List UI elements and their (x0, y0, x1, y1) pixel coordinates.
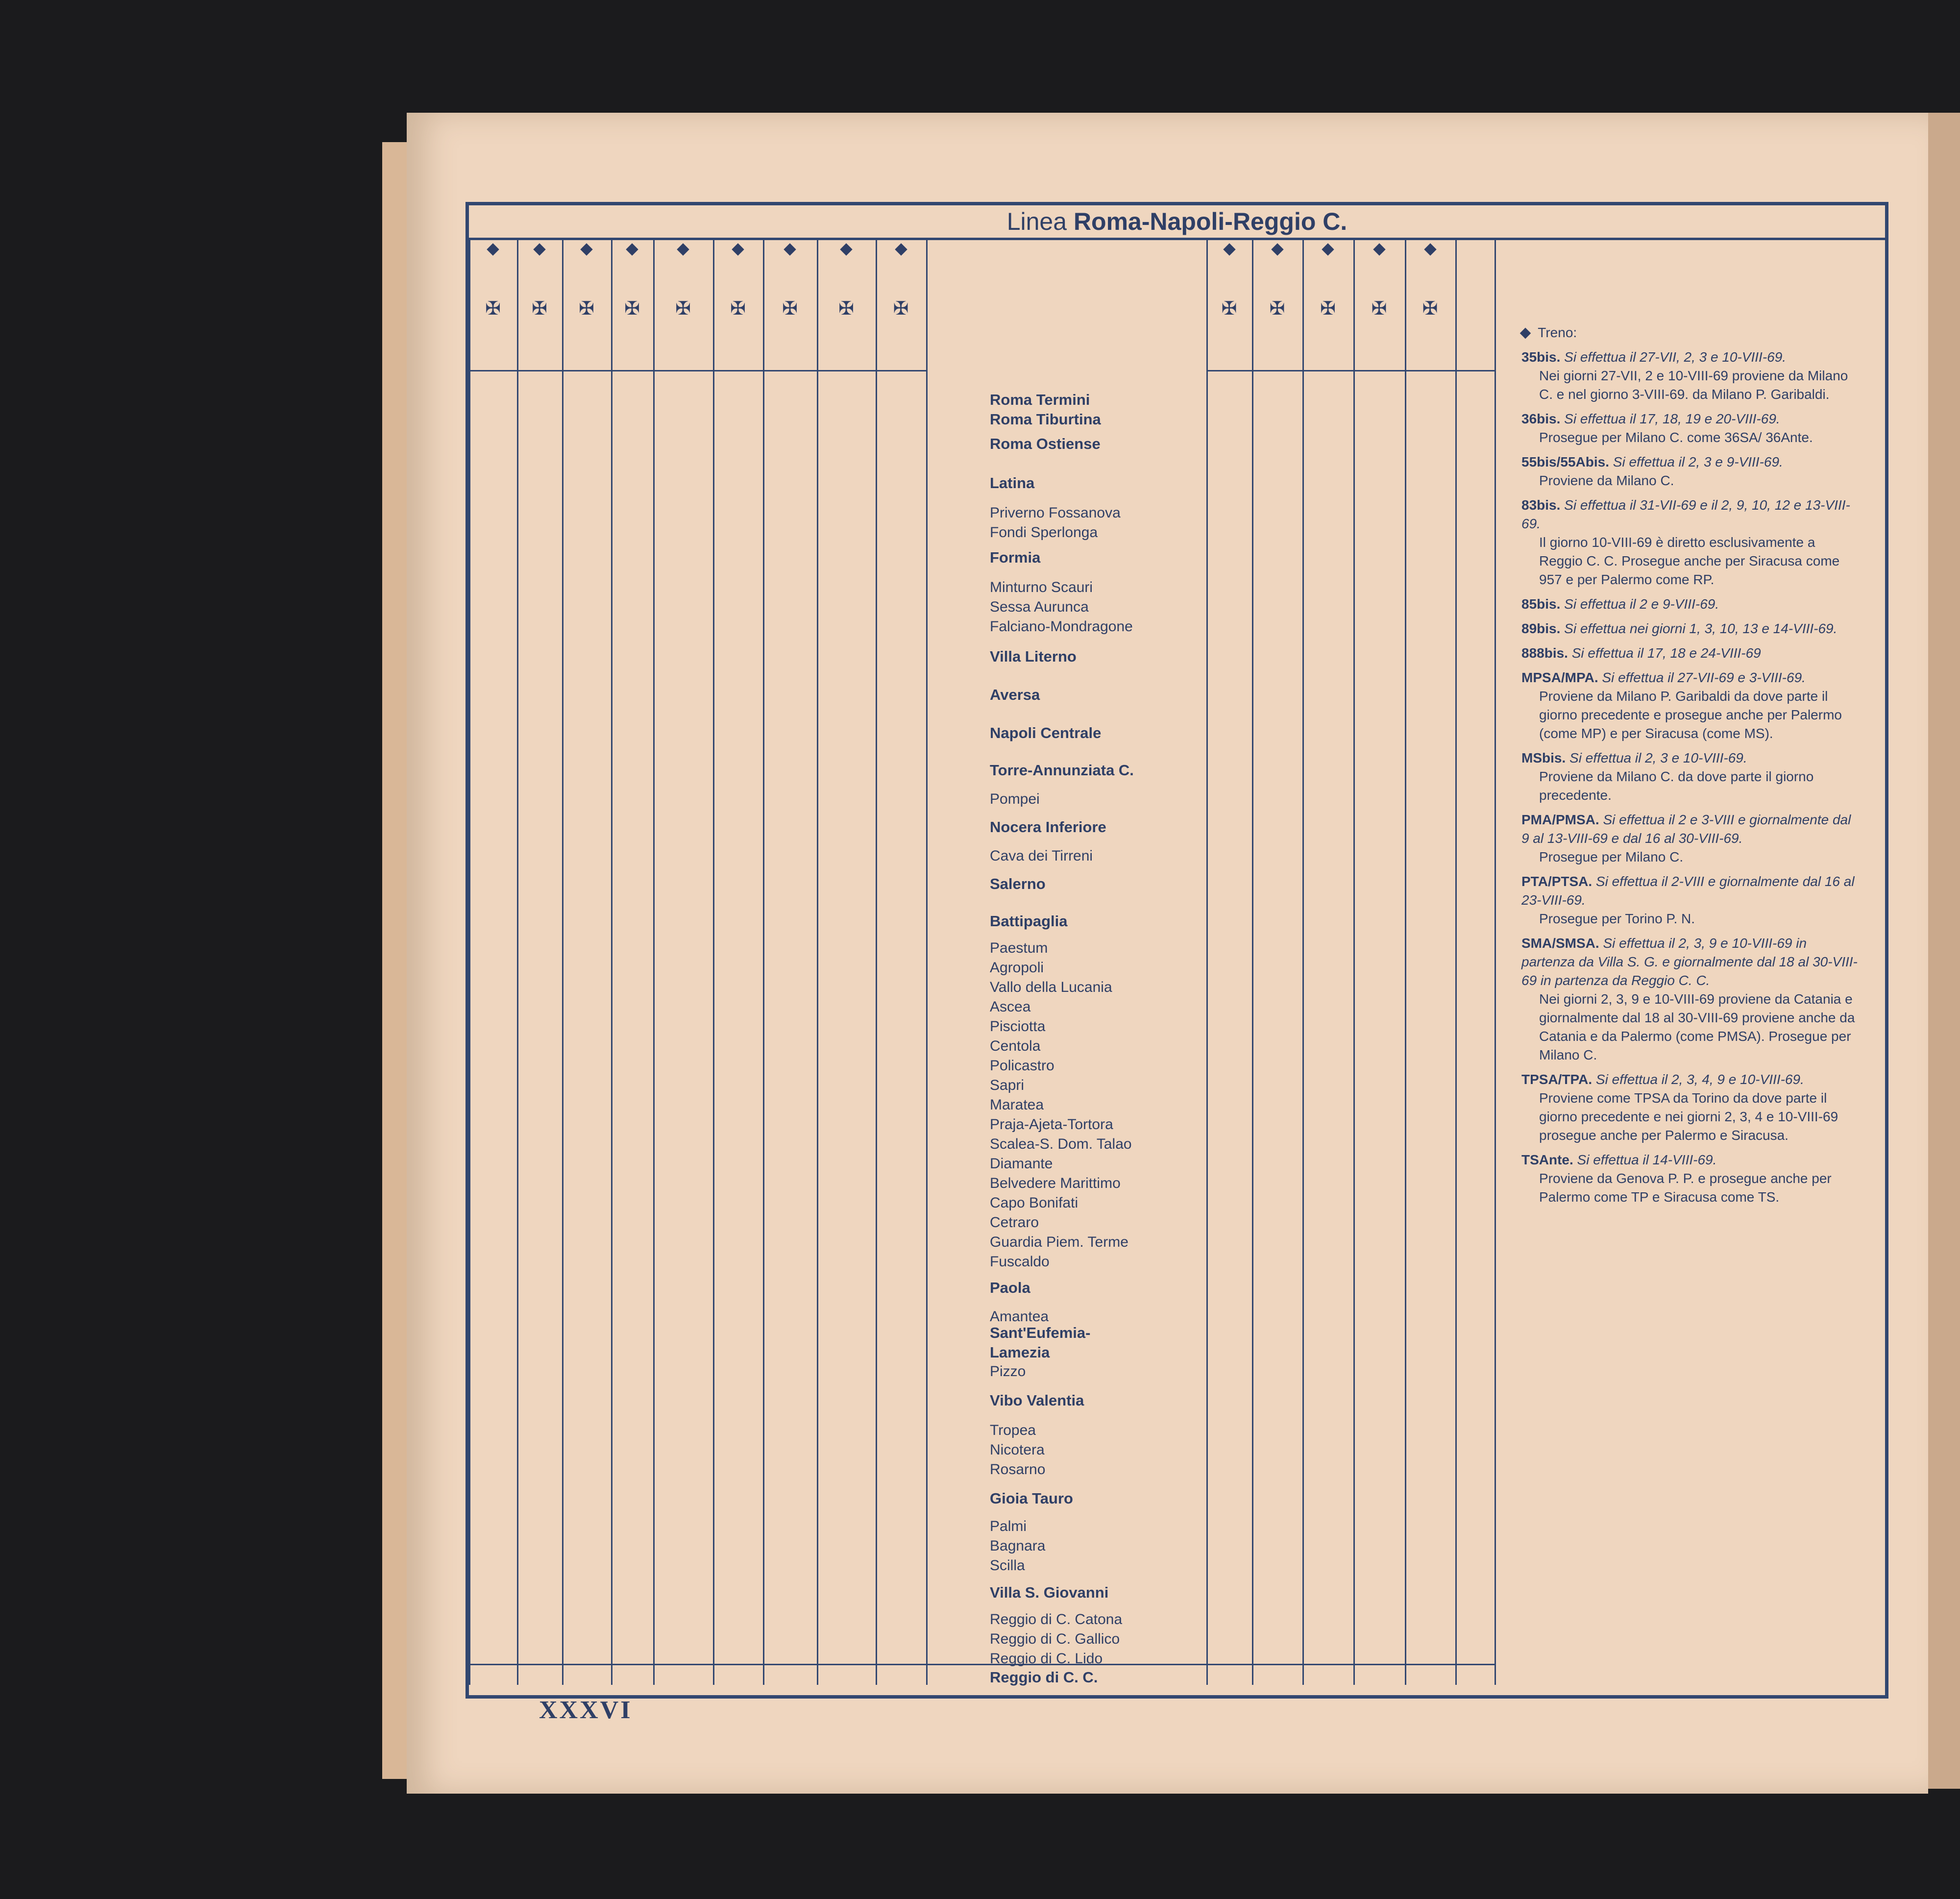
station-name: Scilla (990, 1557, 1025, 1574)
station-name: Salerno (990, 875, 1046, 892)
service-icon: ✠ (532, 298, 547, 319)
station-name: Reggio di C. Lido (990, 1651, 1103, 1667)
station-name: Aversa (990, 686, 1040, 703)
service-icon: ✠ (838, 298, 854, 319)
station-name: Priverno Fossanova (990, 505, 1121, 521)
column-divider (1494, 239, 1496, 1685)
station-name: Praja-Ajeta-Tortora (990, 1116, 1113, 1133)
note-text: Si effettua il 2, 3 e 10-VIII-69. (1566, 750, 1747, 765)
station-name: Agropoli (990, 960, 1044, 976)
note-item (1521, 496, 1860, 589)
station-name: Napoli Centrale (990, 724, 1102, 741)
note-text: Si effettua il 14-VIII-69. (1573, 1152, 1717, 1167)
note-body: Proviene come TPSA da Torino da dove parte il giorno precedente e nei giorni 2, 3, 4 e 10-VIII-69 prosegue anche per Palermo e Siracusa. (1539, 1090, 1838, 1143)
column-divider (469, 239, 470, 1685)
station-name: Roma Termini (990, 391, 1090, 408)
note-item (1521, 1070, 1860, 1145)
column-divider (713, 239, 714, 1685)
station-name: Policastro (990, 1058, 1054, 1074)
station-name: Belvedere Marittimo (990, 1175, 1121, 1191)
station-name: Vibo Valentia (990, 1392, 1084, 1409)
note-body: Nei giorni 27-VII, 2 e 10-VIII-69 proviene da Milano C. e nel giorno 3-VIII-69. da Milano P. Garibaldi. (1539, 368, 1848, 402)
station-name: Capo Bonifati (990, 1195, 1078, 1211)
station-name: Reggio di C. Catona (990, 1611, 1123, 1628)
station-name: Sant'Eufemia- (990, 1324, 1091, 1341)
station-name: Reggio di C. Gallico (990, 1631, 1120, 1647)
column-divider (1302, 239, 1304, 1685)
note-key: MSbis. (1521, 750, 1566, 765)
station-name: Centola (990, 1038, 1041, 1054)
station-name: Latina (990, 474, 1035, 492)
station-name: Pompei (990, 791, 1040, 807)
service-icon: ✠ (485, 298, 501, 319)
service-icon: ✠ (1269, 298, 1285, 319)
note-text: Si effettua il 2 e 3-VIII e giornalmente dal 9 al 13-VIII-69 e dal 16 al 30-VIII-69. (1521, 812, 1851, 846)
service-icon: ✠ (624, 298, 640, 319)
column-divider (763, 239, 764, 1685)
header-rule (469, 1664, 1494, 1665)
station-name: Battipaglia (990, 913, 1068, 930)
service-icon: ✠ (675, 298, 691, 319)
station-name: Maratea (990, 1097, 1044, 1113)
note-item (1521, 453, 1860, 490)
service-icon: ✠ (579, 298, 594, 319)
station-name: Rosarno (990, 1461, 1046, 1478)
note-text: Si effettua il 2, 3, 9 e 10-VIII-69 in partenza da Villa S. G. e giornalmente dal 18 al 30-VIII-69 in partenza da Reggio C. C. (1521, 936, 1858, 988)
note-key: MPSA/MPA. (1521, 670, 1598, 685)
column-divider (876, 239, 877, 1685)
note-body: Proviene da Genova P. P. e prosegue anche per Palermo come TP e Siracusa come TS. (1539, 1171, 1832, 1205)
note-key: TPSA/TPA. (1521, 1072, 1592, 1087)
station-name: Diamante (990, 1156, 1053, 1172)
note-body: Proviene da Milano P. Garibaldi da dove parte il giorno precedente e prosegue anche per Palermo (come MP) e per Siracusa (come MS). (1539, 689, 1842, 741)
station-name: Vallo della Lucania (990, 979, 1112, 995)
note-key: 888bis. (1521, 645, 1568, 661)
note-body: Prosegue per Torino P. N. (1539, 911, 1695, 926)
column-divider (817, 239, 818, 1685)
station-name: Palmi (990, 1518, 1027, 1534)
station-name: Lamezia (990, 1344, 1050, 1361)
station-name: Bagnara (990, 1538, 1046, 1554)
column-divider (611, 239, 612, 1685)
diamond-icon (1520, 328, 1531, 339)
title-route: Roma-Napoli-Reggio C. (1073, 208, 1348, 235)
service-icon: ✠ (893, 298, 909, 319)
note-text: Si effettua il 31-VII-69 e il 2, 9, 10, 12 e 13-VIII-69. (1521, 497, 1850, 531)
station-name: Paola (990, 1279, 1030, 1296)
service-icon: ✠ (1221, 298, 1237, 319)
station-name: Falciano-Mondragone (990, 618, 1133, 635)
title-prefix: Linea (1006, 208, 1067, 235)
note-key: 83bis. (1521, 497, 1561, 513)
header-rule (1206, 370, 1494, 371)
station-name: Fondi Sperlonga (990, 524, 1098, 541)
note-text: Si effettua nei giorni 1, 3, 10, 13 e 14-VIII-69. (1560, 621, 1838, 636)
note-text: Si effettua il 17, 18, 19 e 20-VIII-69. (1560, 411, 1780, 426)
note-body: Prosegue per Milano C. come 36SA/ 36Ante. (1539, 430, 1813, 445)
station-name: Minturno Scauri (990, 579, 1093, 595)
station-name: Sessa Aurunca (990, 599, 1089, 615)
station-name: Ascea (990, 999, 1031, 1015)
column-divider (562, 239, 564, 1685)
station-name: Nocera Inferiore (990, 818, 1106, 836)
station-name: Amantea (990, 1308, 1049, 1325)
note-text: Si effettua il 27-VII-69 e 3-VIII-69. (1598, 670, 1806, 685)
station-name: Villa S. Giovanni (990, 1584, 1109, 1601)
station-name: Cetraro (990, 1214, 1039, 1231)
station-name: Pisciotta (990, 1018, 1046, 1035)
note-item (1521, 410, 1860, 447)
note-item (1521, 1151, 1860, 1207)
station-name: Cava dei Tirreni (990, 848, 1093, 864)
note-key: TSAnte. (1521, 1152, 1573, 1167)
station-name: Gioia Tauro (990, 1490, 1073, 1507)
note-key: PMA/PMSA. (1521, 812, 1599, 827)
station-name: Roma Ostiense (990, 435, 1101, 452)
page-edge (382, 142, 407, 1779)
service-icon: ✠ (730, 298, 746, 319)
note-key: 35bis. (1521, 349, 1561, 365)
notes-header (1521, 323, 1860, 342)
note-body: Nei giorni 2, 3, 9 e 10-VIII-69 proviene da Catania e giornalmente dal 18 al 30-VIII-69 proviene anche da Catania e da Palermo (come PMSA). Prosegue per Milano C. (1539, 991, 1855, 1062)
note-text: Si effettua il 2, 3, 4, 9 e 10-VIII-69. (1592, 1072, 1804, 1087)
station-name: Tropea (990, 1422, 1036, 1438)
station-name: Roma Tiburtina (990, 411, 1101, 428)
service-icon: ✠ (1320, 298, 1336, 319)
service-icon: ✠ (782, 298, 798, 319)
page-number: XXXVI (539, 1696, 633, 1724)
station-name: Formia (990, 549, 1041, 566)
station-name: Pizzo (990, 1363, 1026, 1380)
note-text: Si effettua il 17, 18 e 24-VIII-69 (1568, 645, 1761, 661)
note-key: 55bis/55Abis. (1521, 454, 1609, 469)
note-key: SMA/SMSA. (1521, 936, 1599, 951)
station-name: Guardia Piem. Terme (990, 1234, 1128, 1250)
note-text: Si effettua il 2-VIII e giornalmente dal 16 al 23-VIII-69. (1521, 874, 1855, 908)
note-item (1521, 619, 1860, 638)
station-name: Paestum (990, 940, 1048, 956)
note-body: Proviene da Milano C. da dove parte il giorno precedente. (1539, 769, 1814, 803)
table-title (469, 205, 1885, 240)
note-item (1521, 811, 1860, 866)
column-divider (1206, 239, 1208, 1685)
note-item (1521, 934, 1860, 1064)
note-key: 89bis. (1521, 621, 1561, 636)
service-icon: ✠ (1371, 298, 1387, 319)
column-divider (926, 239, 928, 1685)
column-divider (1353, 239, 1355, 1685)
header-rule (469, 370, 926, 371)
note-item (1521, 872, 1860, 928)
facing-page-edge (1928, 113, 1960, 1789)
column-divider (653, 239, 655, 1685)
note-list (1521, 348, 1860, 1207)
note-item (1521, 749, 1860, 805)
note-key: PTA/PTSA. (1521, 874, 1592, 889)
notes-panel (1521, 323, 1860, 1212)
service-icon: ✠ (1422, 298, 1438, 319)
station-name: Fuscaldo (990, 1254, 1050, 1270)
note-text: Si effettua il 27-VII, 2, 3 e 10-VIII-69. (1560, 349, 1787, 365)
station-name: Villa Literno (990, 648, 1077, 665)
note-key: 36bis. (1521, 411, 1561, 426)
station-name: Sapri (990, 1077, 1025, 1093)
note-key: 85bis. (1521, 596, 1561, 612)
column-divider (517, 239, 518, 1685)
station-name: Nicotera (990, 1442, 1045, 1458)
note-body: Proviene da Milano C. (1539, 473, 1674, 488)
note-text: Si effettua il 2 e 9-VIII-69. (1560, 596, 1719, 612)
note-text: Si effettua il 2, 3 e 9-VIII-69. (1609, 454, 1783, 469)
column-divider (1252, 239, 1253, 1685)
station-name: Torre-Annunziata C. (990, 762, 1134, 779)
note-item (1521, 668, 1860, 743)
station-name: Scalea-S. Dom. Talao (990, 1136, 1132, 1152)
note-item (1521, 644, 1860, 663)
note-item (1521, 348, 1860, 404)
notes-header-text: Treno: (1538, 325, 1577, 340)
note-body: Prosegue per Milano C. (1539, 849, 1684, 864)
column-divider (1405, 239, 1406, 1685)
note-item (1521, 595, 1860, 614)
note-body: Il giorno 10-VIII-69 è diretto esclusivamente a Reggio C. C. Prosegue anche per Siracusa come 957 e per Palermo come RP. (1539, 535, 1840, 587)
column-divider (1455, 239, 1457, 1685)
station-name: Reggio di C. C. (990, 1669, 1098, 1686)
